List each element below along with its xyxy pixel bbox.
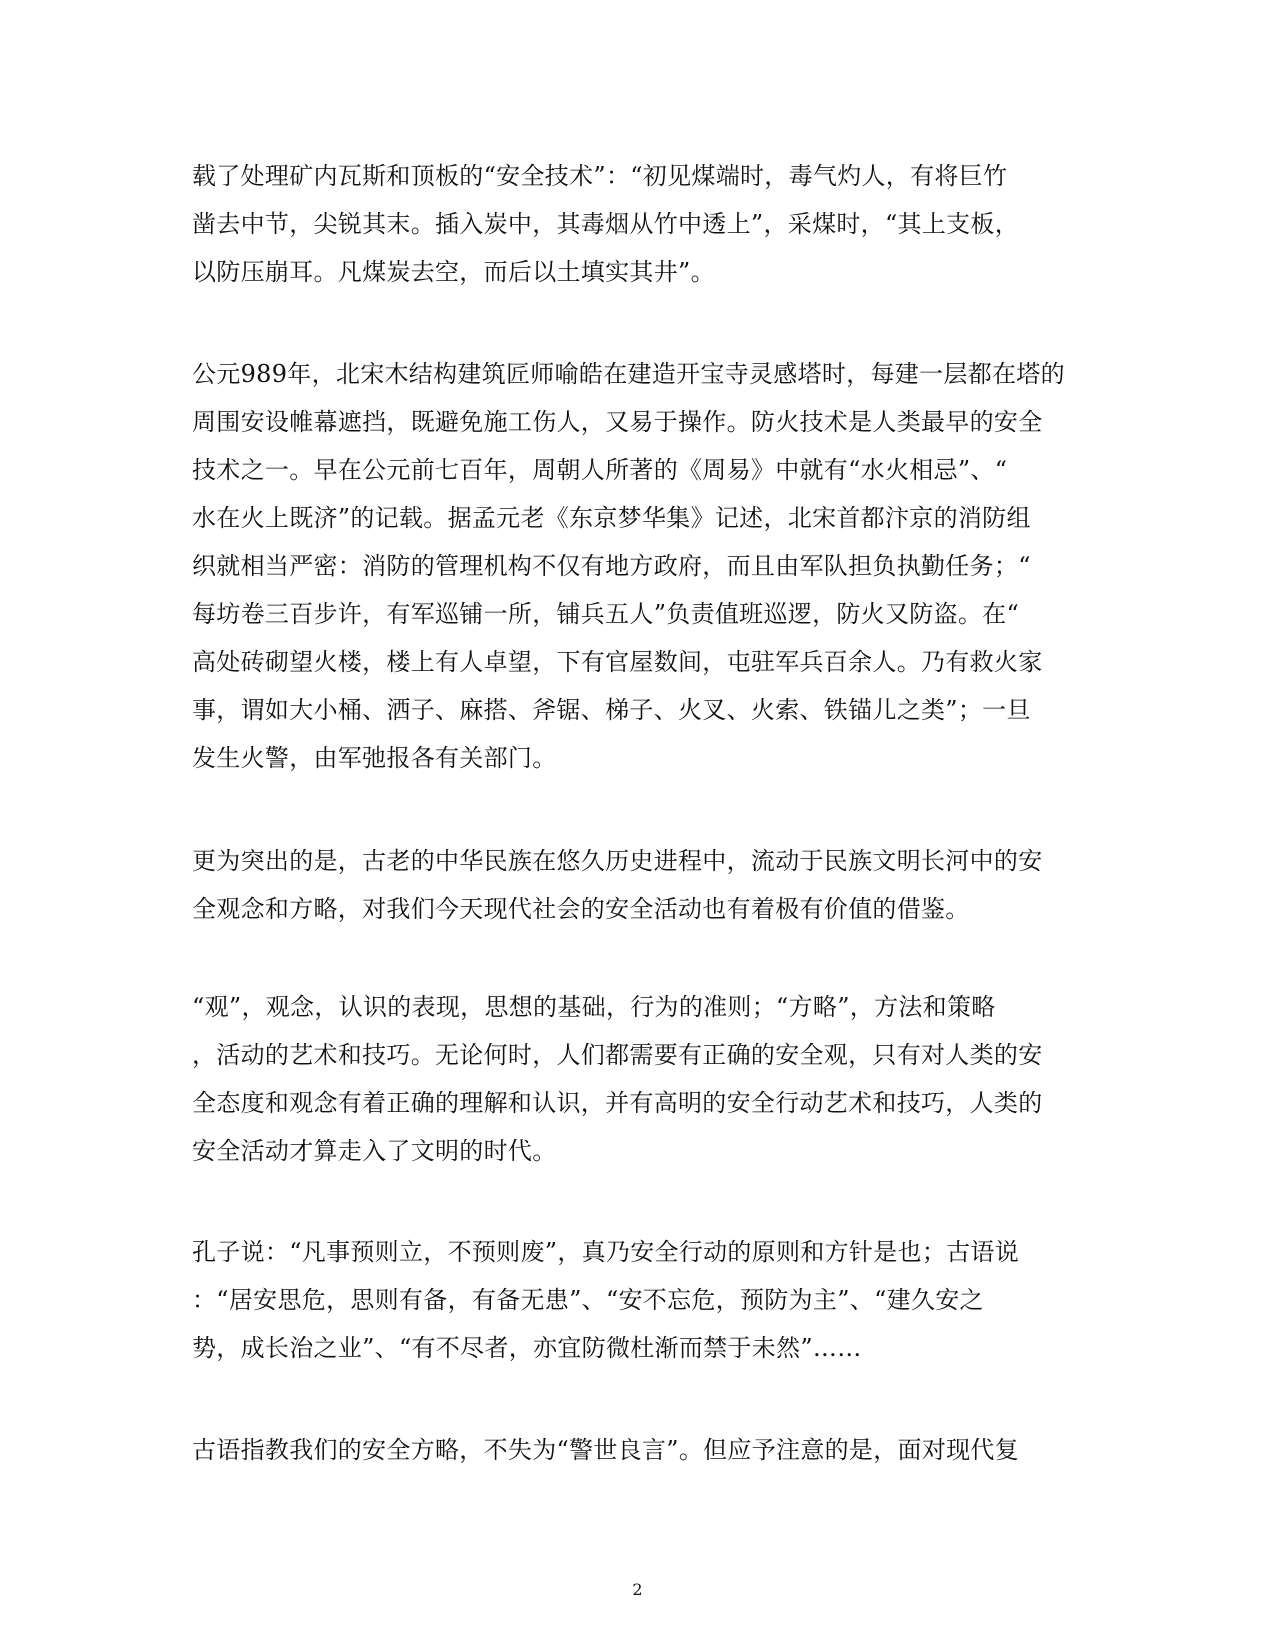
paragraph-coal-mine-safety bbox=[192, 152, 1092, 296]
paragraph-confucius-quotes bbox=[192, 1228, 1092, 1372]
text-line: 全态度和观念有着正确的理解和认识，并有高明的安全行动艺术和技巧，人类的 bbox=[192, 1089, 1043, 1117]
text-line: ：“居安思危，思则有备，有备无患”、“安不忘危，预防为主”、“建久安之 bbox=[192, 1286, 984, 1314]
page-number: 2 bbox=[632, 1580, 643, 1599]
text-line: 古语指教我们的安全方略，不失为“警世良言”。但应予注意的是，面对现代复 bbox=[192, 1436, 1020, 1464]
text-line: 水在火上既济”的记载。据孟元老《东京梦华集》记述，北宋首都汴京的消防组 bbox=[192, 504, 1031, 532]
text-line: 织就相当严密：消防的管理机构不仅有地方政府，而且由军队担负执勤任务；“ bbox=[192, 552, 1031, 580]
text-line: 高处砖砌望火楼，楼上有人卓望，下有官屋数间，屯驻军兵百余人。乃有救火家 bbox=[192, 648, 1043, 676]
text-line: 公元989年，北宋木结构建筑匠师喻皓在建造开宝寺灵感塔时，每建一层都在塔的 bbox=[192, 360, 1065, 388]
text-line: 发生火警，由军弛报各有关部门。 bbox=[192, 744, 557, 772]
text-line: 凿去中节，尖锐其末。插入炭中，其毒烟从竹中透上”，采煤时，“其上支板， bbox=[192, 210, 1020, 238]
text-line: 载了处理矿内瓦斯和顶板的“安全技术”：“初见煤端时，毒气灼人，有将巨竹 bbox=[192, 162, 1008, 190]
text-line: “观”，观念，认识的表现，思想的基础，行为的准则；“方略”，方法和策略 bbox=[192, 993, 996, 1021]
text-line: ，活动的艺术和技巧。无论何时，人们都需要有正确的安全观，只有对人类的安 bbox=[192, 1041, 1043, 1069]
paragraph-view-and-strategy bbox=[192, 983, 1092, 1175]
text-line: 势，成长治之业”、“有不尽者，亦宜防微杜渐而禁于未然”…… bbox=[192, 1334, 862, 1362]
text-line: 事，谓如大小桶、洒子、麻搭、斧锯、梯子、火叉、火索、铁锚儿之类”；一旦 bbox=[192, 696, 1031, 724]
text-line: 安全活动才算走入了文明的时代。 bbox=[192, 1137, 557, 1165]
text-line: 全观念和方略，对我们今天现代社会的安全活动也有着极有价值的借鉴。 bbox=[192, 895, 970, 923]
paragraph-ancient-wisdom bbox=[192, 1426, 1092, 1474]
text-line: 技术之一。早在公元前七百年，周朝人所著的《周易》中就有“水火相忌”、“ bbox=[192, 456, 1008, 484]
text-line: 更为突出的是，古老的中华民族在悠久历史进程中，流动于民族文明长河中的安 bbox=[192, 847, 1043, 875]
text-line: 孔子说：“凡事预则立，不预则废”，真乃安全行动的原则和方针是也；古语说 bbox=[192, 1238, 1020, 1266]
text-line: 每坊卷三百步许，有军巡铺一所，铺兵五人”负责值班巡逻，防火又防盗。在“ bbox=[192, 600, 1020, 628]
paragraph-fire-safety-history bbox=[192, 350, 1092, 782]
text-line: 以防压崩耳。凡煤炭去空，而后以土填实其井”。 bbox=[192, 258, 715, 286]
text-line: 周围安设帷幕遮挡，既避免施工伤人，又易于操作。防火技术是人类最早的安全 bbox=[192, 408, 1043, 436]
paragraph-safety-concepts bbox=[192, 837, 1092, 933]
